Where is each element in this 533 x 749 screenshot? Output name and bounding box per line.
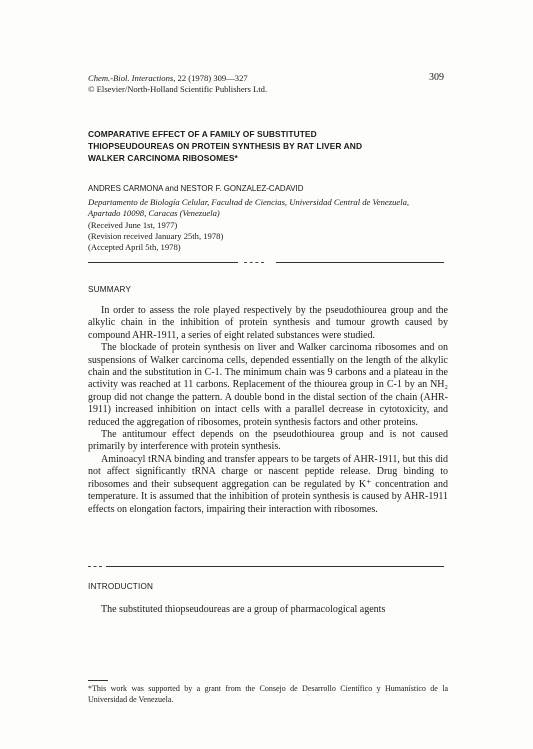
author-list: ANDRES CARMONA and NESTOR F. GONZALEZ-CADAVID (88, 184, 304, 193)
title-line: WALKER CARCINOMA RIBOSOMES* (88, 153, 238, 163)
article-title (88, 128, 460, 164)
affiliation-line: Departamento de Biología Celular, Facultad de Ciencias, Universidad Central de Venezuela, (88, 197, 410, 207)
journal-volume: , 22 (1978) 309—327 (173, 73, 248, 83)
separator-rule (244, 262, 264, 263)
summary-paragraph: The antitumour effect depends on the pseudothiourea group and is not caused primarily by interference with protein synthesis. (88, 429, 448, 453)
separator-rule (276, 262, 444, 263)
title-line: THIOPSEUDOUREAS ON PROTEIN SYNTHESIS BY RAT LIVER AND (88, 141, 363, 151)
affiliation-line: Apartado 10098, Caracas (Venezuela) (88, 208, 220, 218)
footnote-rule (88, 680, 108, 681)
affiliation (88, 197, 460, 219)
journal-name: Chem.-Biol. Interactions (88, 73, 174, 83)
separator-rule (88, 262, 238, 263)
summary-body (88, 305, 448, 516)
introduction-paragraph: The substituted thiopseudoureas are a group of pharmacological agents (101, 604, 386, 615)
page-number: 309 (429, 72, 444, 83)
accepted-date: (Accepted April 5th, 1978) (88, 242, 181, 252)
revision-date: (Revision received January 25th, 1978) (88, 231, 224, 241)
journal-header (88, 73, 444, 95)
summary-heading: SUMMARY (88, 285, 132, 294)
separator-rule (88, 566, 102, 567)
footnote: *This work was supported by a grant from the Consejo de Desarrollo Científico y Humanístico de la Universidad de Venezuela. (88, 684, 448, 704)
summary-paragraph: The blockade of protein synthesis on liver and Walker carcinoma ribosomes and on suspensions of Walker carcinoma cells, depended essentially on the length of the alkylic chain and the substitution in C-1. The minimum chain was 9 carbons and a plateau in the activity was reached at 11 carbons. Replacement of the thiourea group in C-1 by an NH₂ group did not change the pattern. A double bond in the distal section of the chain (AHR-1911) increased inhibition on intact cells with a parallel decrease in cytotoxicity, and reduced the aggregation of ribosomes, protein synthesis factors and other proteins. (88, 342, 448, 428)
article-dates (88, 220, 388, 253)
separator-rule (106, 566, 444, 567)
introduction-body (88, 604, 448, 616)
summary-paragraph: Aminoacyl tRNA binding and transfer appears to be targets of AHR-1911, but this did not affect significantly tRNA charge or nascent peptide release. Drug binding to ribosomes and their subsequent aggregation can be regulated by K⁺ concentration and temperature. It is assumed that the inhibition of protein synthesis is caused by AHR-1911 effects on elongation factors, impairing their interaction with ribosomes. (88, 453, 448, 515)
introduction-heading: INTRODUCTION (88, 582, 154, 591)
title-line: COMPARATIVE EFFECT OF A FAMILY OF SUBSTITUTED (88, 129, 317, 139)
publisher-line: © Elsevier/North-Holland Scientific Publishers Ltd. (88, 84, 268, 94)
journal-citation (88, 73, 444, 84)
summary-paragraph: In order to assess the role played respectively by the pseudothiourea group and the alkylic chain in the inhibition of protein synthesis and tumour growth caused by compound AHR-1911, a series of eight related substances were studied. (88, 305, 448, 341)
received-date: (Received June 1st, 1977) (88, 220, 178, 230)
